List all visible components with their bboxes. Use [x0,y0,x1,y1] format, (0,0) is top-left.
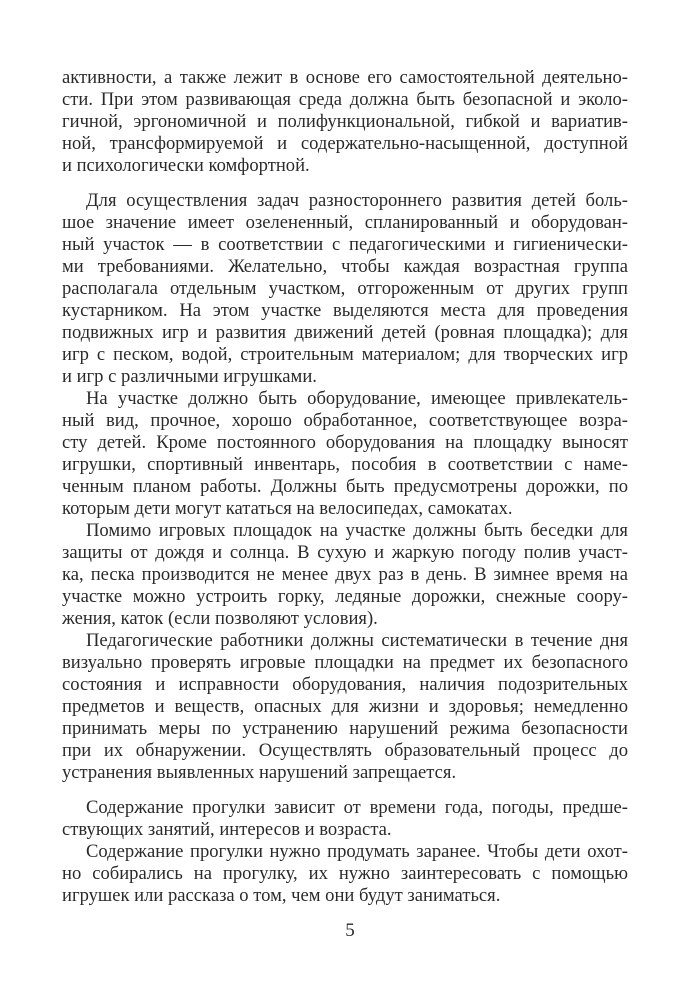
paragraph [62,797,628,841]
text-line: которым дети могут кататься на велосипедах, самокатах. [62,498,513,519]
paragraph [62,841,628,907]
text-line: ка, песка производится не менее двух раз в день. В зимнее время на [62,564,628,585]
text-line: Педагогические работники должны систематически в течение дня [86,630,628,651]
text-line: но собирались на прогулку, их нужно заинтересовать с помощью [62,863,628,884]
text-line: кустарником. На этом участке выделяются места для проведения [62,300,628,321]
text-line: ми требованиями. Желательно, чтобы каждая возрастная группа [62,256,628,277]
text-line: шое значение имеет озелененный, спланированный и оборудован- [62,212,628,233]
text-line: игрушки, спортивный инвентарь, пособия в соответствии с наме- [62,454,628,475]
page-body-text [62,67,628,907]
paragraph [62,190,628,388]
paragraph [62,520,628,630]
text-line: игр с песком, водой, строительным материалом; для творческих игр [62,344,628,365]
text-line: предметов и веществ, опасных для жизни и здоровья; немедленно [62,696,628,717]
text-line: Помимо игровых площадок на участке должны быть беседки для [86,520,628,541]
page-number: 5 [345,920,355,941]
text-line: устранения выявленных нарушений запрещается. [62,762,457,783]
text-line: визуально проверять игровые площадки на предмет их безопасного [62,652,628,673]
text-line: На участке должно быть оборудование, имеющее привлекатель- [86,388,628,409]
paragraph [62,388,628,520]
text-line: игрушек или рассказа о том, чем они будут заниматься. [62,885,501,906]
text-line: Для осуществления задач разностороннего развития детей боль- [86,190,628,211]
text-line: принимать меры по устранению нарушений режима безопасности [62,718,628,739]
text-line: ный вид, прочное, хорошо обработанное, соответствующее возра- [62,410,628,431]
text-line: ный участок — в соответствии с педагогическими и гигиенически- [62,234,628,255]
text-line: и психологически комфортной. [62,155,310,176]
paragraph [62,630,628,784]
text-line: располагала отдельным участком, отгороженным от других групп [62,278,628,299]
paragraph [62,67,628,177]
text-line: подвижных игр и развития движений детей (ровная площадка); для [62,322,628,343]
text-line: ной, трансформируемой и содержательно-насыщенной, доступной [62,133,628,154]
text-line: ствующих занятий, интересов и возраста. [62,819,392,840]
text-line: защиты от дождя и солнца. В сухую и жаркую погоду полив участ- [62,542,628,563]
text-line: сти. При этом развивающая среда должна быть безопасной и эколо- [62,89,628,110]
text-line: жения, каток (если позволяют условия). [62,608,378,629]
text-line: гичной, эргономичной и полифункциональной, гибкой и вариатив- [62,111,628,132]
text-line: активности, а также лежит в основе его самостоятельной деятельно- [62,67,628,88]
text-line: Содержание прогулки зависит от времени года, погоды, предше- [86,797,628,818]
text-line: при их обнаружении. Осуществлять образовательный процесс до [62,740,628,761]
text-line: сту детей. Кроме постоянного оборудования на площадку выносят [62,432,628,453]
text-line: состояния и исправности оборудования, наличия подозрительных [62,674,628,695]
text-line: и игр с различными игрушками. [62,366,317,387]
text-line: Содержание прогулки нужно продумать заранее. Чтобы дети охот- [86,841,628,862]
text-line: участке можно устроить горку, ледяные дорожки, снежные соору- [62,586,628,607]
text-line: ченным планом работы. Должны быть предусмотрены дорожки, по [62,476,628,497]
